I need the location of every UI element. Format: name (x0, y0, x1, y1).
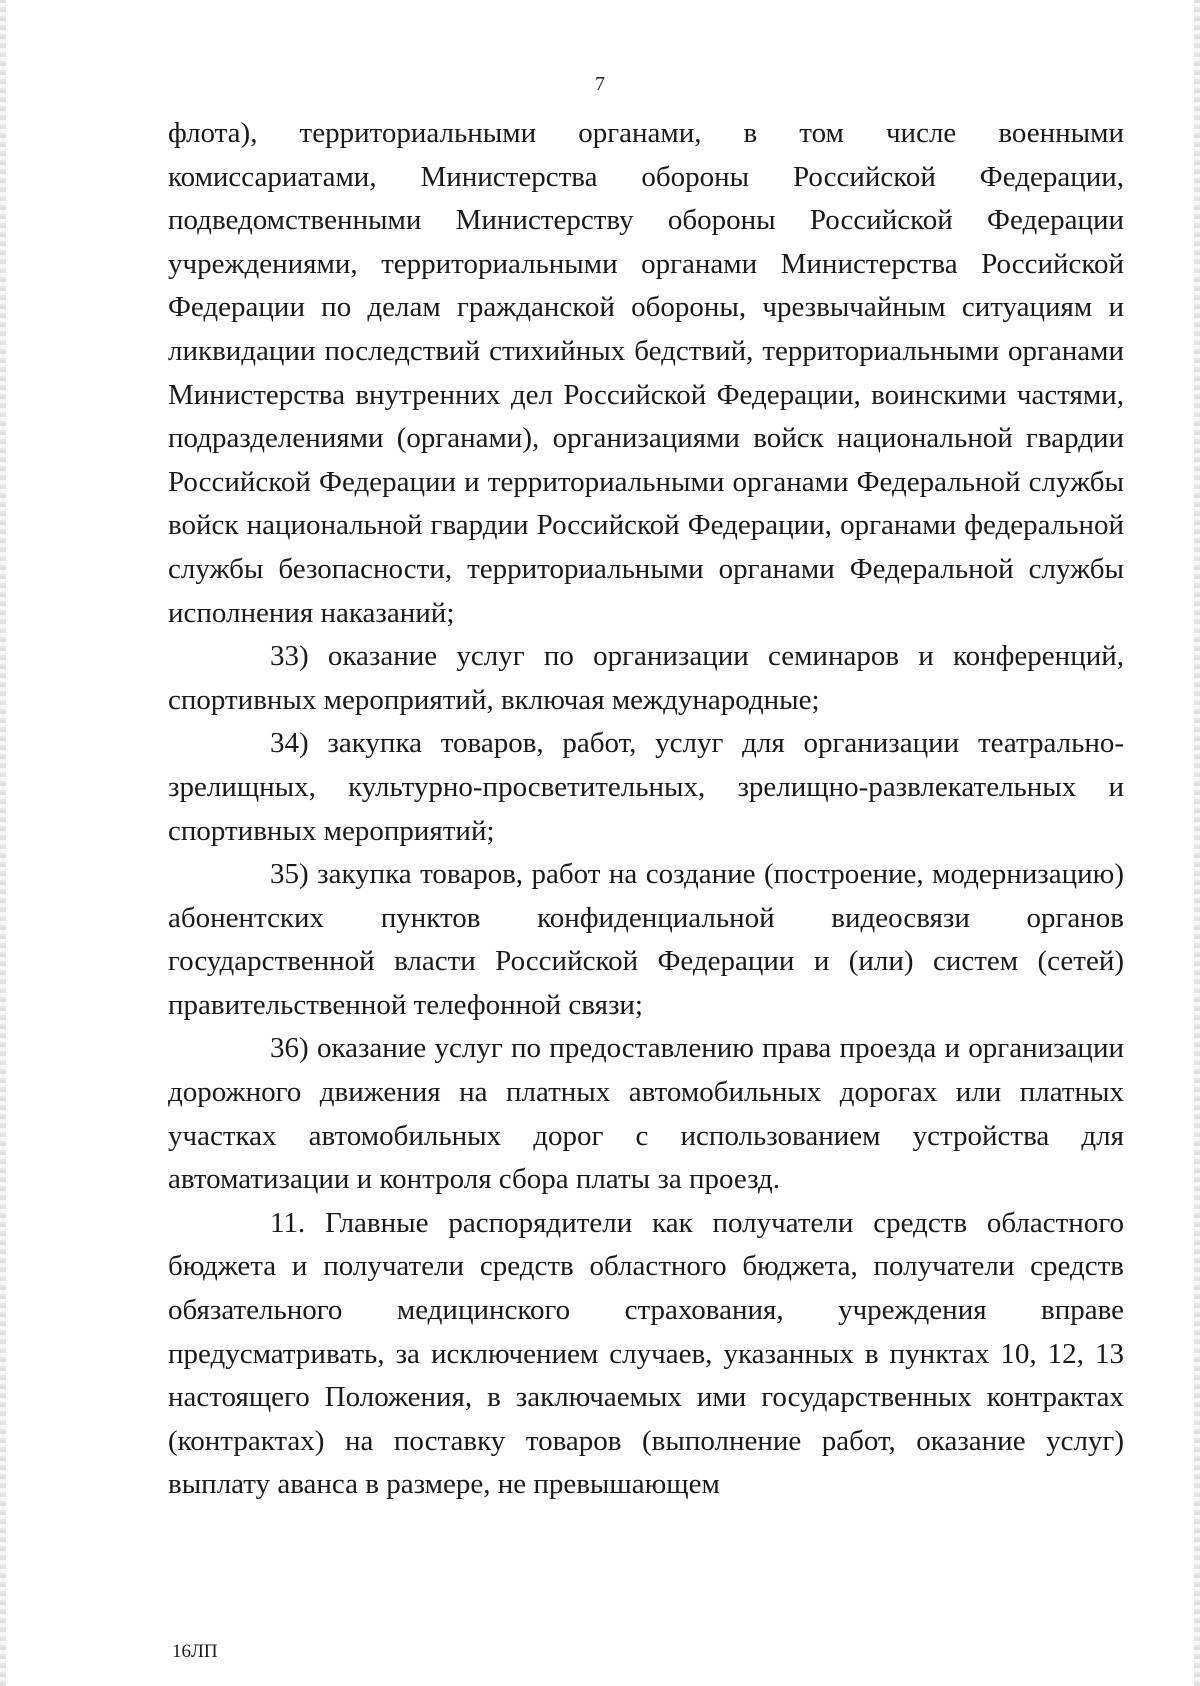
scan-edge-left (0, 0, 6, 1686)
list-item-35: 35) закупка товаров, работ на создание (построение, модернизацию) абонентских пунктов конфиденциальной видеосвязи органов государственной власти Российской Федерации и (или) систем (сетей) правительственной телефонной связи; (168, 858, 1124, 1021)
section-11: 11. Главные распорядители как получатели средств областного бюджета и получатели средств областного бюджета, получатели средств обязательного медицинского страхования, учреждения вправе предусматривать, за исключением случаев, указанных в пунктах 10, 12, 13 настоящего Положения, в заключаемых ими государственных контрактах (контрактах) на поставку товаров (выполнение работ, оказание услуг) выплату аванса в размере, не превышающем (168, 1206, 1124, 1501)
document-body (168, 112, 1124, 1507)
list-item-36: 36) оказание услуг по предоставлению права проезда и организации дорожного движения на платных автомобильных дорогах или платных участках автомобильных дорог с использованием устройства для автоматизации и контроля сбора платы за проезд. (168, 1032, 1124, 1196)
page-number: 7 (595, 73, 605, 95)
paragraph-continuation: флота), территориальными органами, в том числе военными комиссариатами, Министерства обороны Российской Федерации, подведомственными Министерству обороны Российской Федерации учреждениями, территориальными органами Министерства Российской Федерации по делам гражданской обороны, чрезвычайным ситуациям и ликвидации последствий стихийных бедствий, территориальными органами Министерства внутренних дел Российской Федерации, воинскими частями, подразделениями (органами), организациями войск национальной гвардии Российской Федерации и территориальными органами Федеральной службы войск национальной гвардии Российской Федерации, органами федеральной службы безопасности, территориальными органами Федеральной службы исполнения наказаний; (168, 117, 1124, 629)
list-item-33: 33) оказание услуг по организации семинаров и конференций, спортивных мероприятий, включая международные; (168, 640, 1124, 716)
list-item-34: 34) закупка товаров, работ, услуг для организации театрально-зрелищных, культурно-просветительных, зрелищно-развлекательных и спортивных мероприятий; (168, 727, 1124, 847)
footer-document-code: 16ЛП (172, 1641, 218, 1662)
scan-edge-right (1194, 0, 1200, 1686)
